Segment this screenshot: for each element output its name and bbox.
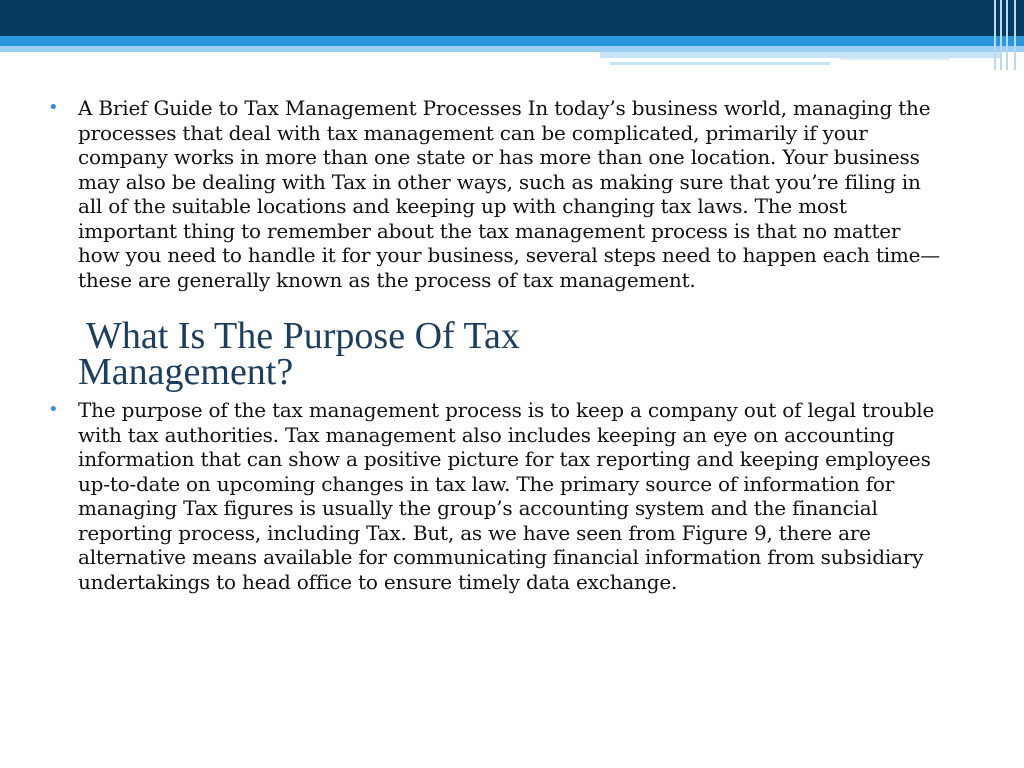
header-band-bright [0, 36, 1024, 46]
section-heading-line-2: Management? [78, 351, 294, 393]
bullet-item-purpose [44, 398, 944, 594]
header-band-dark [0, 0, 1024, 36]
bullet-marker: • [48, 97, 59, 118]
header-accent-line-2 [840, 58, 950, 60]
section-heading-line-1: What Is The Purpose Of Tax [86, 315, 520, 357]
header-accent-line [610, 62, 830, 65]
bullet-text: A Brief Guide to Tax Management Processes In today’s business world, managing the processes that deal with tax management can be complicated, primarily if your company works in more than one state or has more than one location. Your business may also be dealing with Tax in other ways, such as making sure that you’re filing in all of the suitable locations and keeping up with changing tax laws. The most important thing to remember about the tax management process is that no matter how you need to handle it for your business, several steps need to happen each time—these are generally known as the process of tax management. [78, 96, 941, 292]
bullet-item-intro [44, 96, 944, 292]
bullet-marker: • [48, 399, 59, 420]
slide-content [44, 96, 944, 594]
section-heading [78, 315, 718, 393]
bullet-text: The purpose of the tax management process is to keep a company out of legal trouble with tax authorities. Tax management also includes keeping an eye on accounting information that can show a positive picture for tax reporting and keeping employees up-to-date on upcoming changes in tax law. The primary source of information for managing Tax figures is usually the group’s accounting system and the financial reporting process, including Tax. But, as we have seen from Figure 9, there are alternative means available for communicating financial information from subsidiary undertakings to head office to ensure timely data exchange. [78, 398, 935, 594]
header-stripes [990, 0, 1024, 70]
